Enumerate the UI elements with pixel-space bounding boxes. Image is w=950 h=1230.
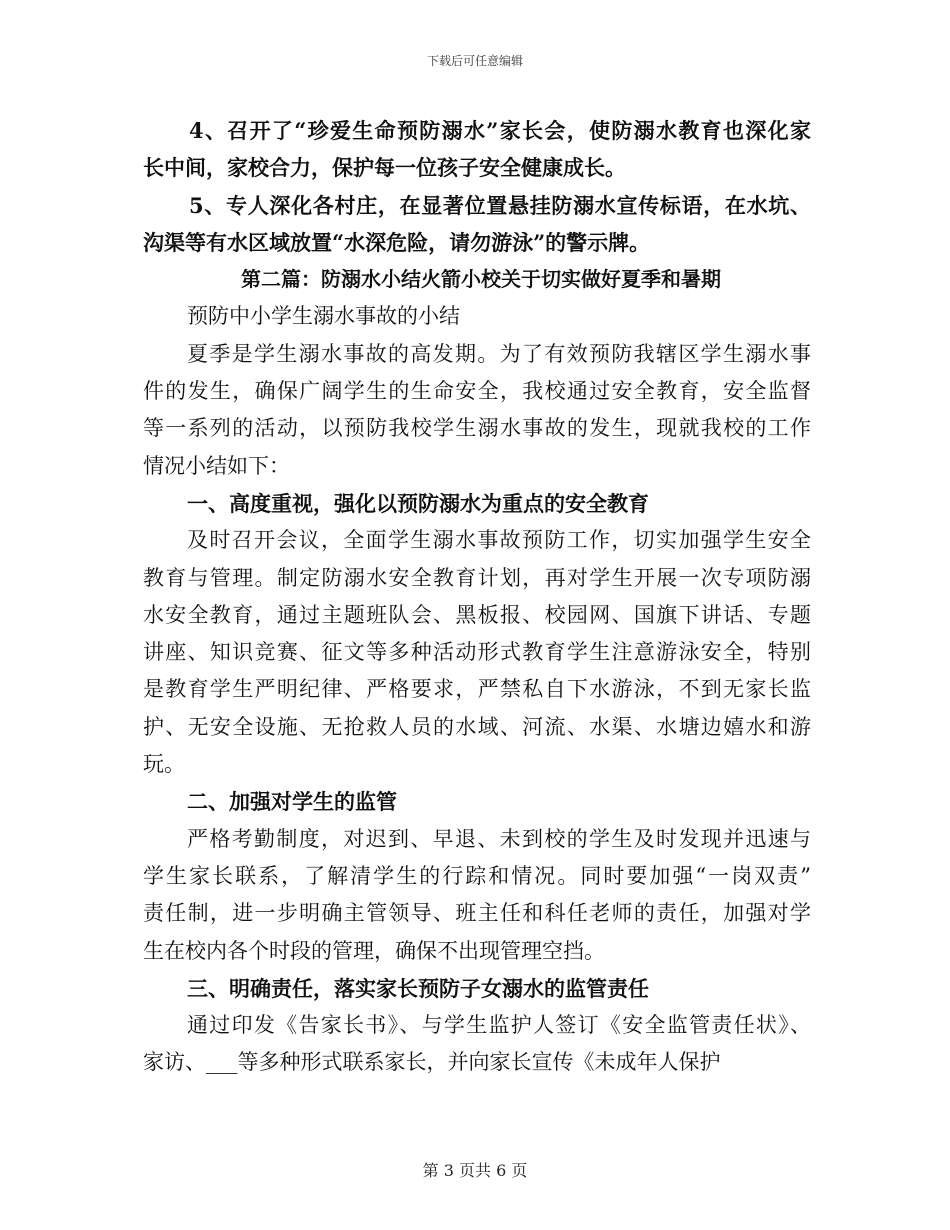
text-line: 及时召开会议，全面学生溺水事故预防工作，切实加强学生安全 — [187, 528, 811, 553]
text-line: 5、专人深化各村庄，在显著位置悬挂防溺水宣传标语，在水坑、 — [189, 192, 811, 218]
text-line: 家访、___等多种形式联系家长，并向家长宣传《未成年人保护 — [143, 1050, 721, 1075]
text-line: 严格考勤制度，对迟到、早退、未到校的学生及时发现并迅速与 — [187, 826, 811, 851]
text-line: 夏季是学生溺水事故的高发期。为了有效预防我辖区学生溺水事 — [187, 341, 811, 366]
text-line: 沟渠等有水区域放置“水深危险，请勿游泳”的警示牌。 — [143, 229, 651, 255]
document-body — [143, 112, 811, 1082]
text-line: 水安全教育，通过主题班队会、黑板报、校园网、国旗下讲话、专题 — [143, 602, 811, 627]
text-line: 是教育学生严明纪律、严格要求，严禁私自下水游泳，不到无家长监 — [143, 677, 811, 702]
text-line: 情况小结如下： — [143, 453, 290, 478]
text-line: 护、无安全设施、无抢救人员的水域、河流、水渠、水塘边嬉水和游 — [143, 714, 811, 739]
section-title: 第二篇：防溺水小结火箭小校关于切实做好夏季和暑期 — [241, 267, 721, 292]
section-heading: 二、加强对学生的监管 — [187, 789, 397, 815]
text-line: 通过印发《告家长书》、与学生监护人签订《安全监管责任状》、 — [187, 1013, 811, 1038]
text-line: 件的发生，确保广阔学生的生命安全，我校通过安全教育，安全监督 — [143, 379, 811, 404]
text-line: 4、召开了“珍爱生命预防溺水”家长会，使防溺水教育也深化家 — [189, 118, 811, 143]
text-line: 教育与管理。制定防溺水安全教育计划，再对学生开展一次专项防溺 — [143, 565, 811, 590]
text-line: 生在校内各个时段的管理，确保不出现管理空挡。 — [143, 938, 605, 963]
text-line: 等一系列的活动，以预防我校学生溺水事故的发生，现就我校的工作 — [143, 416, 811, 441]
section-heading: 一、高度重视，强化以预防溺水为重点的安全教育 — [187, 490, 649, 516]
page-footer: 第 3 页共 6 页 — [422, 1161, 528, 1180]
text-line: 长中间，家校合力，保护每一位孩子安全健康成长。 — [143, 155, 626, 181]
text-line: 预防中小学生溺水事故的小结 — [187, 304, 460, 329]
text-line: 学生家长联系，了解清学生的行踪和情况。同时要加强“一岗双责” — [143, 863, 811, 888]
text-line: 讲座、知识竞赛、征文等多种活动形式教育学生注意游泳安全，特别 — [143, 640, 811, 665]
text-line: 责任制，进一步明确主管领导、班主任和科任老师的责任，加强对学 — [143, 901, 811, 926]
section-heading: 三、明确责任，落实家长预防子女溺水的监管责任 — [187, 975, 649, 1001]
page-header: 下载后可任意编辑 — [426, 54, 523, 68]
text-line: 玩。 — [143, 752, 185, 777]
